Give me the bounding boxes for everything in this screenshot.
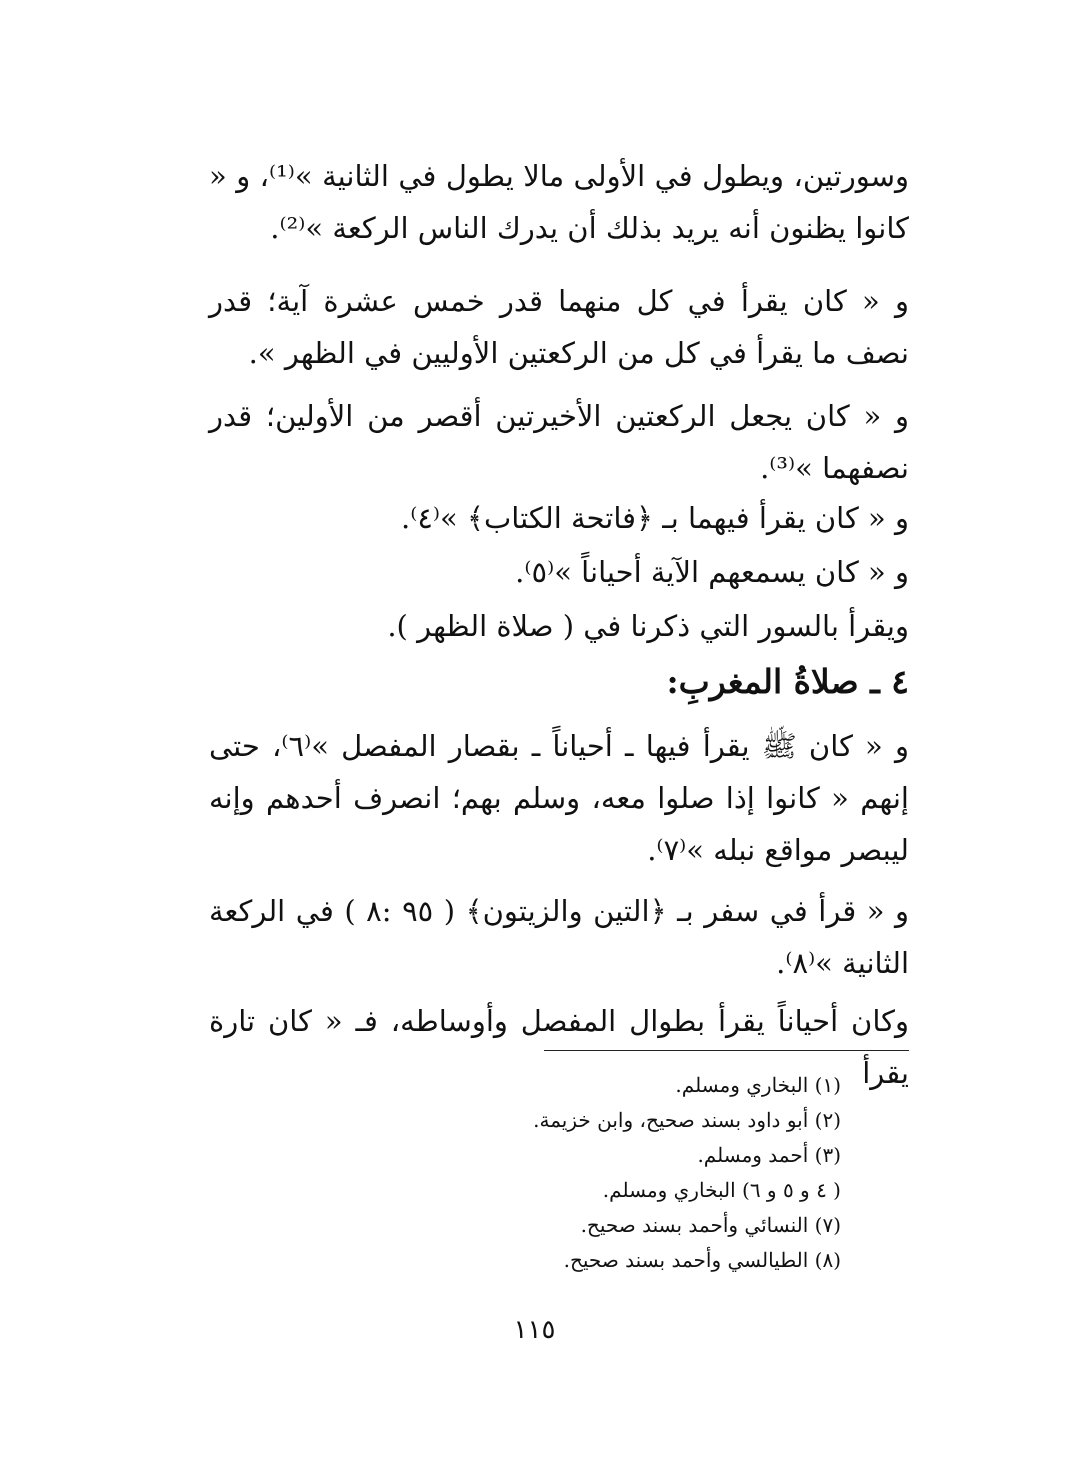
- page-number: ١١٥: [513, 1315, 556, 1345]
- line-fatiha: و « كان يقرأ فيهما بـ ﴿فاتحة الكتاب﴾ »⁽٤⁾.: [401, 501, 909, 535]
- section-heading: ٤ ـ صلاةُ المغربِ:: [666, 662, 909, 701]
- footnote-item: (٨) الطيالسي وأحمد بسند صحيح.: [563, 1248, 841, 1272]
- footnotes-list: [241, 1068, 841, 1278]
- paragraph-1: وسورتين، ويطول في الأولى مالا يطول في الثانية »⁽¹⁾، و « كانوا يظنون أنه يريد بذلك أن يدرك الناس الركعة »⁽²⁾.: [209, 159, 909, 245]
- paragraph-2: و « كان يقرأ في كل منهما قدر خمس عشرة آية؛ قدر نصف ما يقرأ في كل من الركعتين الأوليين في الظهر ».: [209, 284, 909, 370]
- paragraph-3: و « كان يجعل الركعتين الأخيرتين أقصر من الأولين؛ قدر نصفهما »⁽³⁾.: [209, 399, 909, 485]
- footnote-item: (٧) النسائي وأحمد بسند صحيح.: [580, 1213, 841, 1237]
- paragraph-4: و « كان ﷺ يقرأ فيها ـ أحياناً ـ بقصار المفصل »⁽٦⁾، حتى إنهم « كانوا إذا صلوا معه، وسلم بهم؛ انصرف أحدهم وإنه ليبصر مواقع نبله »⁽٧⁾.: [209, 729, 909, 867]
- line-yusmiuhum: و « كان يسمعهم الآية أحياناً »⁽٥⁾.: [515, 555, 909, 589]
- paragraph-5: و « قرأ في سفر بـ ﴿التين والزيتون﴾ ( ٩٥ :٨ ) في الركعة الثانية »⁽٨⁾.: [209, 894, 909, 980]
- footnote-item: (٢) أبو داود بسند صحيح، وابن خزيمة.: [533, 1108, 841, 1132]
- footnote-item: ( ٤ و ٥ و ٦) البخاري ومسلم.: [602, 1178, 841, 1202]
- line-suwar: ويقرأ بالسور التي ذكرنا في ( صلاة الظهر ).: [387, 609, 909, 643]
- footnote-item: (١) البخاري ومسلم.: [675, 1073, 841, 1097]
- footnote-item: (٣) أحمد ومسلم.: [697, 1143, 841, 1167]
- paragraph-6: وكان أحياناً يقرأ بطوال المفصل وأوساطه، فـ « كان تارة يقرأ: [209, 1004, 909, 1090]
- footnote-divider: [544, 1050, 909, 1051]
